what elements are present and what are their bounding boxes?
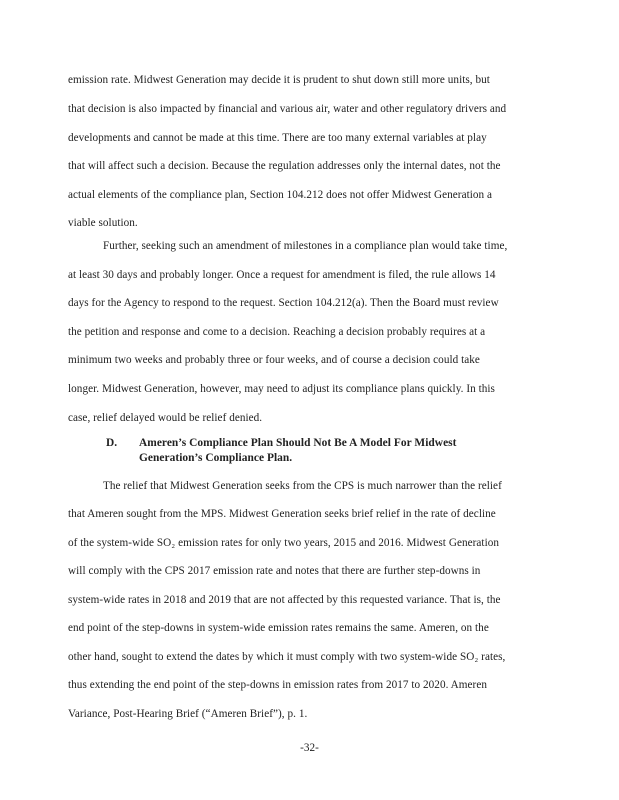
text-line: that Ameren sought from the MPS. Midwest Generation seeks brief relief in the rate of decline	[68, 508, 496, 520]
section-title-line: Generation’s Compliance Plan.	[139, 452, 293, 464]
section-label: D.	[106, 437, 118, 449]
text-line: actual elements of the compliance plan, Section 104.212 does not offer Midwest Generation a	[68, 189, 493, 201]
text-line: longer. Midwest Generation, however, may need to adjust its compliance plans quickly. In this	[68, 383, 495, 395]
text-line: thus extending the end point of the step-downs in emission rates from 2017 to 2020. Ameren	[68, 679, 487, 691]
text-line: end point of the step-downs in system-wide emission rates remains the same. Ameren, on the	[68, 622, 489, 634]
text-line: Further, seeking such an amendment of milestones in a compliance plan would take time,	[103, 240, 508, 252]
text-line: that will affect such a decision. Because the regulation addresses only the internal dates, not the	[68, 160, 501, 172]
text-line: case, relief delayed would be relief denied.	[68, 412, 263, 424]
page-number: -32-	[300, 742, 319, 754]
text-line: viable solution.	[68, 217, 138, 229]
text-line: Variance, Post-Hearing Brief (“Ameren Brief”), p. 1.	[68, 708, 308, 720]
text-line: at least 30 days and probably longer. Once a request for amendment is filed, the rule allows 14	[68, 269, 496, 281]
text-line: will comply with the CPS 2017 emission rate and notes that there are further step-downs in	[68, 565, 481, 577]
text-line: developments and cannot be made at this time. There are too many external variables at play	[68, 132, 487, 144]
text-line: days for the Agency to respond to the request. Section 104.212(a). Then the Board must review	[68, 297, 499, 309]
text-line: of the system-wide SO₂ emission rates for only two years, 2015 and 2016. Midwest Generation	[68, 537, 500, 549]
text-line: The relief that Midwest Generation seeks from the CPS is much narrower than the relief	[103, 480, 502, 492]
text-line: system-wide rates in 2018 and 2019 that are not affected by this requested variance. That is, the	[68, 594, 501, 606]
text-line: that decision is also impacted by financial and various air, water and other regulatory drivers and	[68, 103, 507, 115]
text-line: other hand, sought to extend the dates by which it must comply with two system-wide SO₂ rates,	[68, 651, 506, 663]
text-line: minimum two weeks and probably three or four weeks, and of course a decision could take	[68, 354, 480, 366]
text-line: emission rate. Midwest Generation may decide it is prudent to shut down still more units, but	[68, 74, 490, 86]
section-title-line: Ameren’s Compliance Plan Should Not Be A Model For Midwest	[139, 437, 457, 449]
text-line: the petition and response and come to a decision. Reaching a decision probably requires at a	[68, 326, 486, 338]
